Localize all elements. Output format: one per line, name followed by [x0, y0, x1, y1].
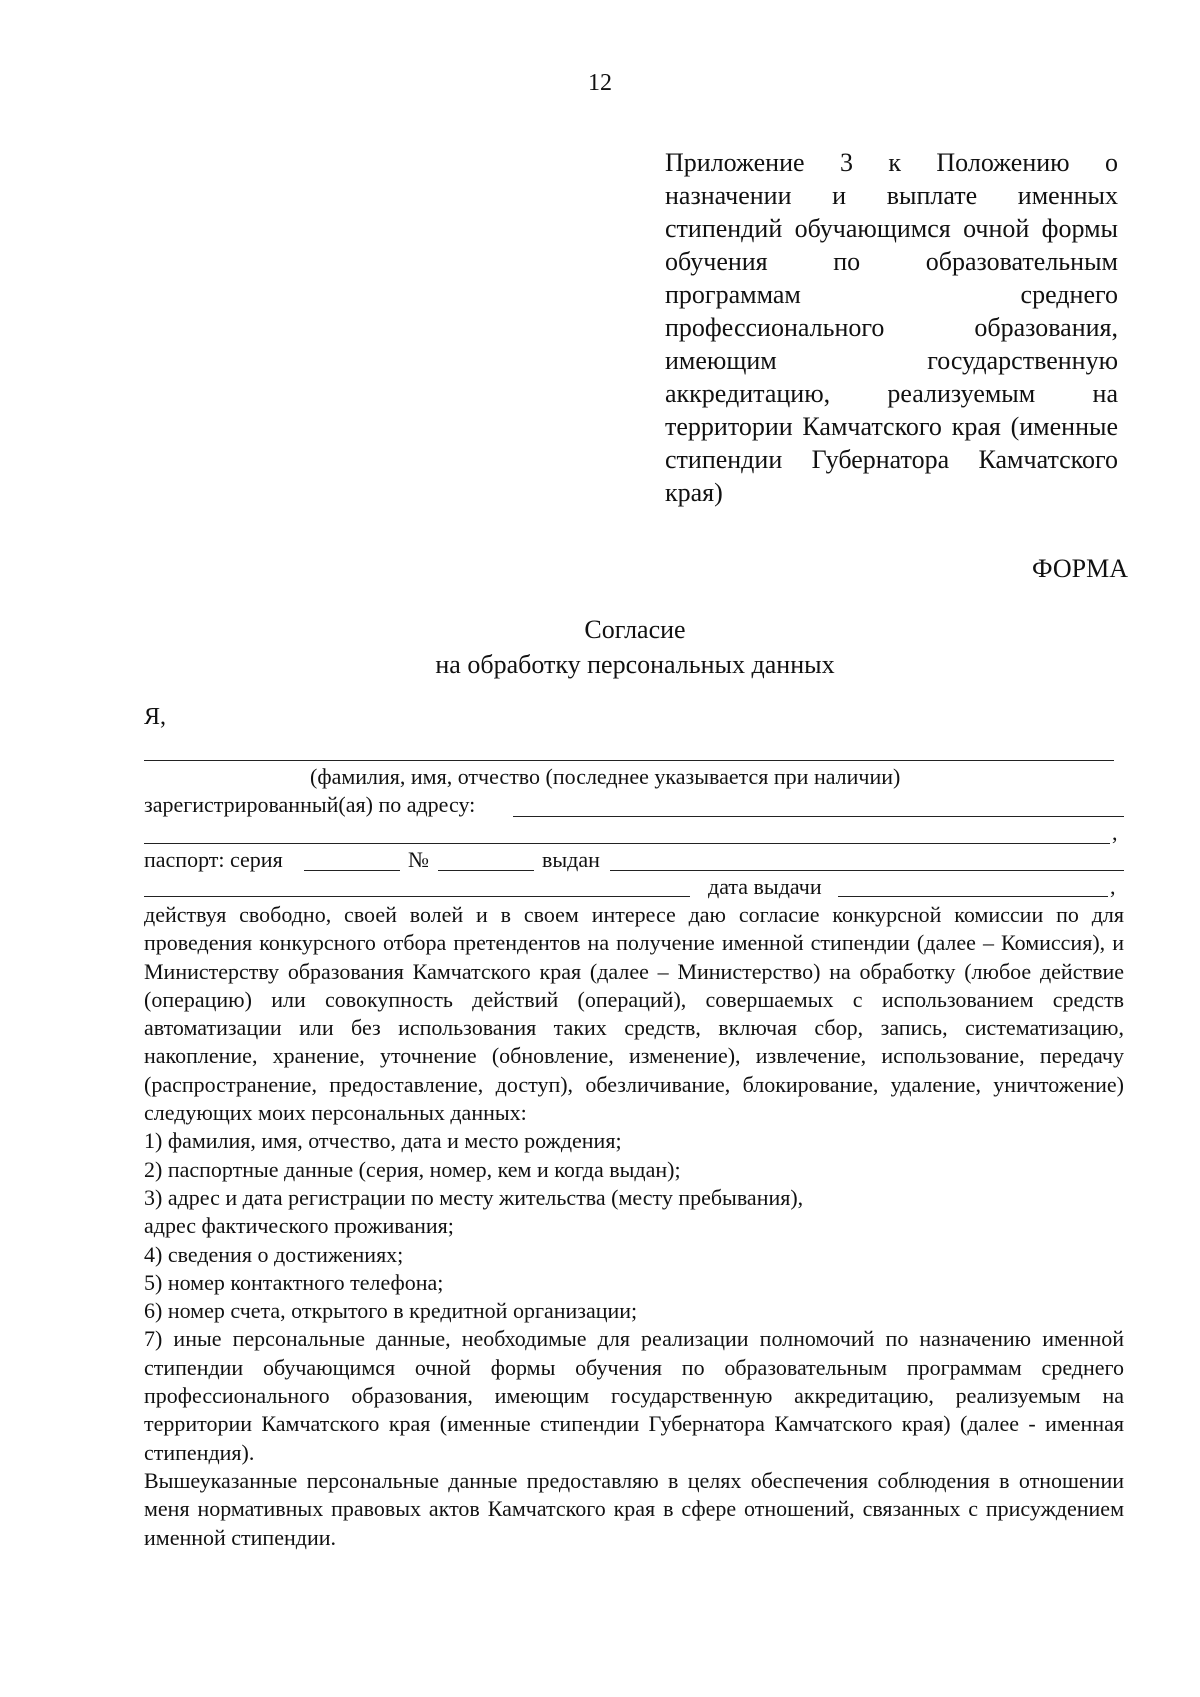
list-item: 4) сведения о достижениях; — [144, 1241, 404, 1267]
passport-number-label: № — [408, 847, 429, 872]
title-line-2: на обработку персональных данных — [435, 650, 835, 679]
title-line-1: Согласие — [584, 615, 686, 644]
list-item: адрес фактического проживания; — [144, 1213, 454, 1239]
ya-label: Я, — [144, 704, 167, 730]
issue-date-label: дата выдачи — [708, 874, 822, 899]
passport-series-field[interactable] — [304, 870, 400, 871]
document-title — [0, 612, 1200, 682]
list-item-7: 7) иные персональные данные, необходимые для реализации полномочий по назначению именной стипендии обучающимся очной формы обучения по образовательным программам среднего профессионального образования, имеющим государственную аккредитацию, реализуемым на территории Камчатского края (именные стипендии Губернатора Камчатского края) (далее - именная стипендия). — [144, 1326, 1124, 1465]
list-item: 5) номер контактного телефона; — [144, 1269, 444, 1295]
address-comma: , — [1112, 820, 1118, 845]
list-item: 6) номер счета, открытого в кредитной организации; — [144, 1298, 638, 1324]
list-item: 3) адрес и дата регистрации по месту жительства (месту пребывания), — [144, 1184, 804, 1210]
address-label: зарегистрированный(ая) по адресу: — [144, 792, 476, 817]
issue-date-comma: , — [1110, 874, 1116, 899]
issued-by-field-2[interactable] — [144, 896, 690, 897]
consent-body — [144, 901, 1124, 1552]
issue-date-field[interactable] — [838, 896, 1108, 897]
appendix-heading: Приложение 3 к Положению о назначении и выплате именных стипендий обучающимся очной формы обучения по образовательным программам среднего профессионального образования, имеющим государственную аккредитацию, реализуемым на территории Камчатского края (именные стипендии Губернатора Камчатского края) — [665, 148, 1118, 507]
list-item: 1) фамилия, имя, отчество, дата и место рождения; — [144, 1128, 622, 1154]
fio-caption: (фамилия, имя, отчество (последнее указывается при наличии) — [310, 764, 901, 789]
address-line-1[interactable] — [513, 816, 1124, 817]
passport-series-label: паспорт: серия — [144, 847, 283, 872]
consent-intro: действуя свободно, своей волей и в своем интересе даю согласие конкурсной комиссии по для проведения конкурсного отбора претендентов на получение именной стипендии (далее – Комиссия), и Министерству образования Камчатского края (далее – Министерство) на обработку (любое действие (операцию) или совокупность действий (операций), совершаемых с использованием средств автоматизации или без использования таких средств, включая сбор, запись, систематизацию, накопление, хранение, уточнение (обновление, изменение), извлечение, использование, передачу (распространение, предоставление, доступ), обезличивание, блокирование, удаление, уничтожение) следующих моих персональных данных: — [144, 902, 1124, 1126]
form-label: ФОРМА — [1032, 554, 1128, 583]
passport-number-field[interactable] — [438, 870, 534, 871]
page-number: 12 — [588, 70, 612, 96]
issued-by-label: выдан — [542, 847, 600, 872]
list-item: 2) паспортные данные (серия, номер, кем и когда выдан); — [144, 1156, 681, 1182]
consent-closing: Вышеуказанные персональные данные предоставляю в целях обеспечения соблюдения в отношении меня нормативных правовых актов Камчатского края в сфере отношений, связанных с присуждением именной стипендии. — [144, 1467, 1124, 1550]
address-line-2[interactable] — [144, 843, 1110, 844]
fio-line[interactable] — [144, 760, 1114, 761]
issued-by-field[interactable] — [610, 870, 1124, 871]
